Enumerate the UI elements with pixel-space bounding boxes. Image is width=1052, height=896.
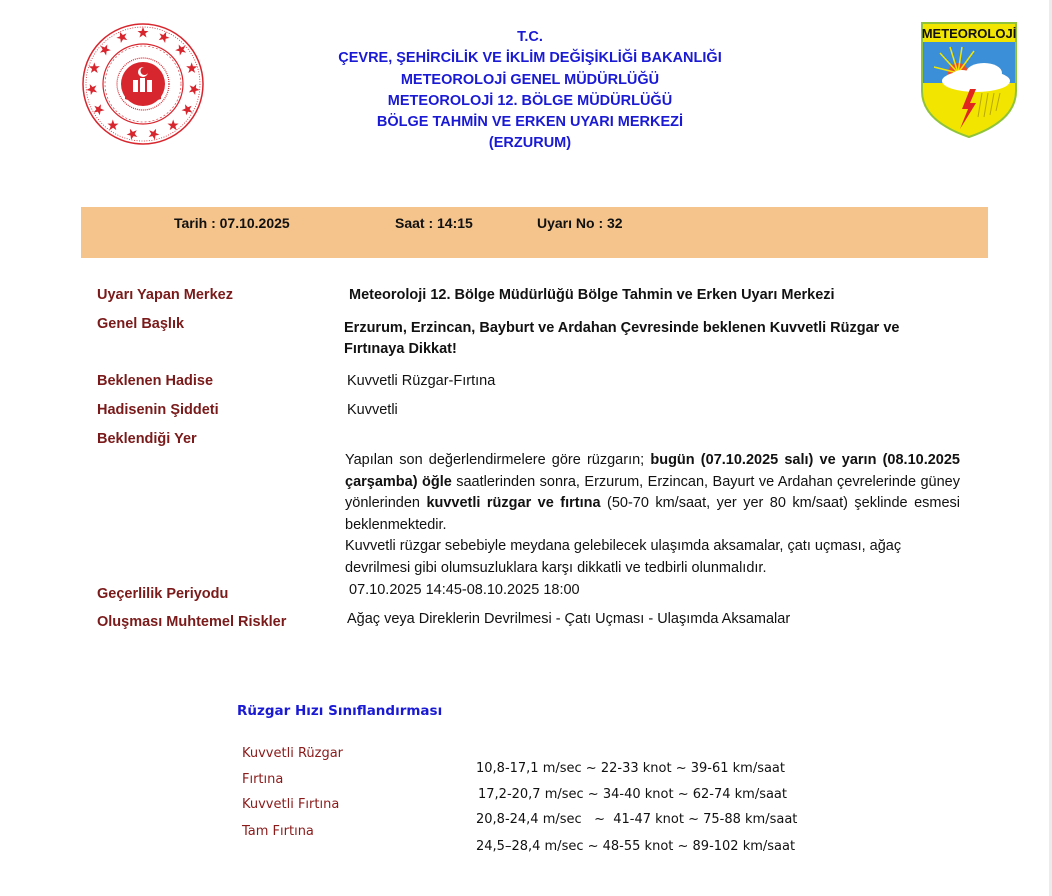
description-text: saatlerinden sonra, Erzurum, Erzincan, Bayurt ve Ardahan çevrelerinde güney yönlerinden [345, 473, 960, 511]
label-muhtemel-riskler: Oluşması Muhtemel Riskler [97, 614, 287, 630]
value-muhtemel-riskler: Ağaç veya Direklerin Devrilmesi - Çatı Uçması - Ulaşımda Aksamalar [347, 611, 791, 627]
time-field: Saat : 14:15 [395, 215, 473, 231]
header-line-ministry: ÇEVRE, ŞEHİRCİLİK VE İKLİM DEĞİŞİKLİĞİ BAKANLIĞI [338, 50, 722, 67]
description-paragraph-1 [345, 450, 960, 536]
description-paragraph-2: Kuvvetli rüzgar sebebiyle meydana gelebilecek ulaşımda aksamalar, çatı uçması, ağaç devrilmesi gibi olumsuzluklara karşı dikkatli ve tedbirli olunmalıdır. [345, 538, 902, 576]
header-line-directorate: METEOROLOJİ GENEL MÜDÜRLÜĞÜ [400, 71, 660, 88]
value-hadisenin-siddeti: Kuvvetli [347, 402, 398, 418]
wind-class-value: 20,8-24,4 m/sec ~ 41-47 knot ~ 75-88 km/saat [476, 812, 798, 827]
info-band [81, 207, 988, 258]
label-gecerlilik-periyodu: Geçerlilik Periyodu [97, 586, 229, 602]
header-line-center: BÖLGE TAHMİN VE ERKEN UYARI MERKEZİ [376, 114, 684, 131]
label-uyari-yapan-merkez: Uyarı Yapan Merkez [97, 287, 233, 303]
header-line-city: (ERZURUM) [488, 135, 572, 152]
value-genel-baslik: Erzurum, Erzincan, Bayburt ve Ardahan Çevresinde beklenen Kuvvetli Rüzgar ve Fırtınaya Dikkat! [344, 320, 900, 357]
warning-number-field: Uyarı No : 32 [537, 215, 623, 231]
date-field: Tarih : 07.10.2025 [174, 215, 290, 231]
ministry-seal-logo [81, 22, 205, 146]
description-bold-hazard: kuvvetli rüzgar ve fırtına [426, 495, 601, 511]
description-bold-dates: bugün (07.10.2025 salı) ve yarın (08.10.2025 çarşamba) öğle [345, 452, 960, 490]
header-line-tc: T.C. [517, 29, 543, 45]
wind-class-name: Kuvvetli Fırtına [242, 797, 340, 812]
label-hadisenin-siddeti: Hadisenin Şiddeti [97, 402, 219, 418]
description-text: Yapılan son değerlendirmelere göre rüzgarın; [345, 452, 651, 468]
wind-classification-title: Rüzgar Hızı Sınıflandırması [237, 703, 443, 719]
value-uyari-yapan-merkez: Meteoroloji 12. Bölge Müdürlüğü Bölge Tahmin ve Erken Uyarı Merkezi [349, 287, 835, 303]
wind-class-name: Kuvvetli Rüzgar [242, 746, 344, 761]
value-beklenen-hadise: Kuvvetli Rüzgar-Fırtına [347, 373, 496, 389]
wind-class-name: Tam Fırtına [242, 824, 314, 839]
header-line-region: METEOROLOJİ 12. BÖLGE MÜDÜRLÜĞÜ [387, 92, 673, 109]
wind-class-value: 10,8-17,1 m/sec ~ 22-33 knot ~ 39-61 km/saat [476, 761, 785, 776]
document-header-title [300, 27, 760, 155]
meteoroloji-logo [920, 21, 1018, 139]
value-gecerlilik-periyodu: 07.10.2025 14:45-08.10.2025 18:00 [349, 582, 580, 598]
label-genel-baslik: Genel Başlık [97, 316, 185, 332]
wind-class-value: 17,2-20,7 m/sec ~ 34-40 knot ~ 62-74 km/saat [478, 787, 787, 802]
forecast-description [345, 450, 960, 579]
wind-class-name: Fırtına [242, 772, 284, 787]
label-beklenen-hadise: Beklenen Hadise [97, 373, 214, 389]
wind-class-value: 24,5–28,4 m/sec ~ 48-55 knot ~ 89-102 km/saat [476, 839, 796, 854]
label-beklendigi-yer: Beklendiği Yer [97, 431, 197, 447]
description-text: (50-70 km/saat, yer yer 80 km/saat) şeklinde esmesi beklenmektedir. [345, 495, 961, 533]
svg-text:METEOROLOJİ: METEOROLOJİ [921, 26, 1017, 41]
